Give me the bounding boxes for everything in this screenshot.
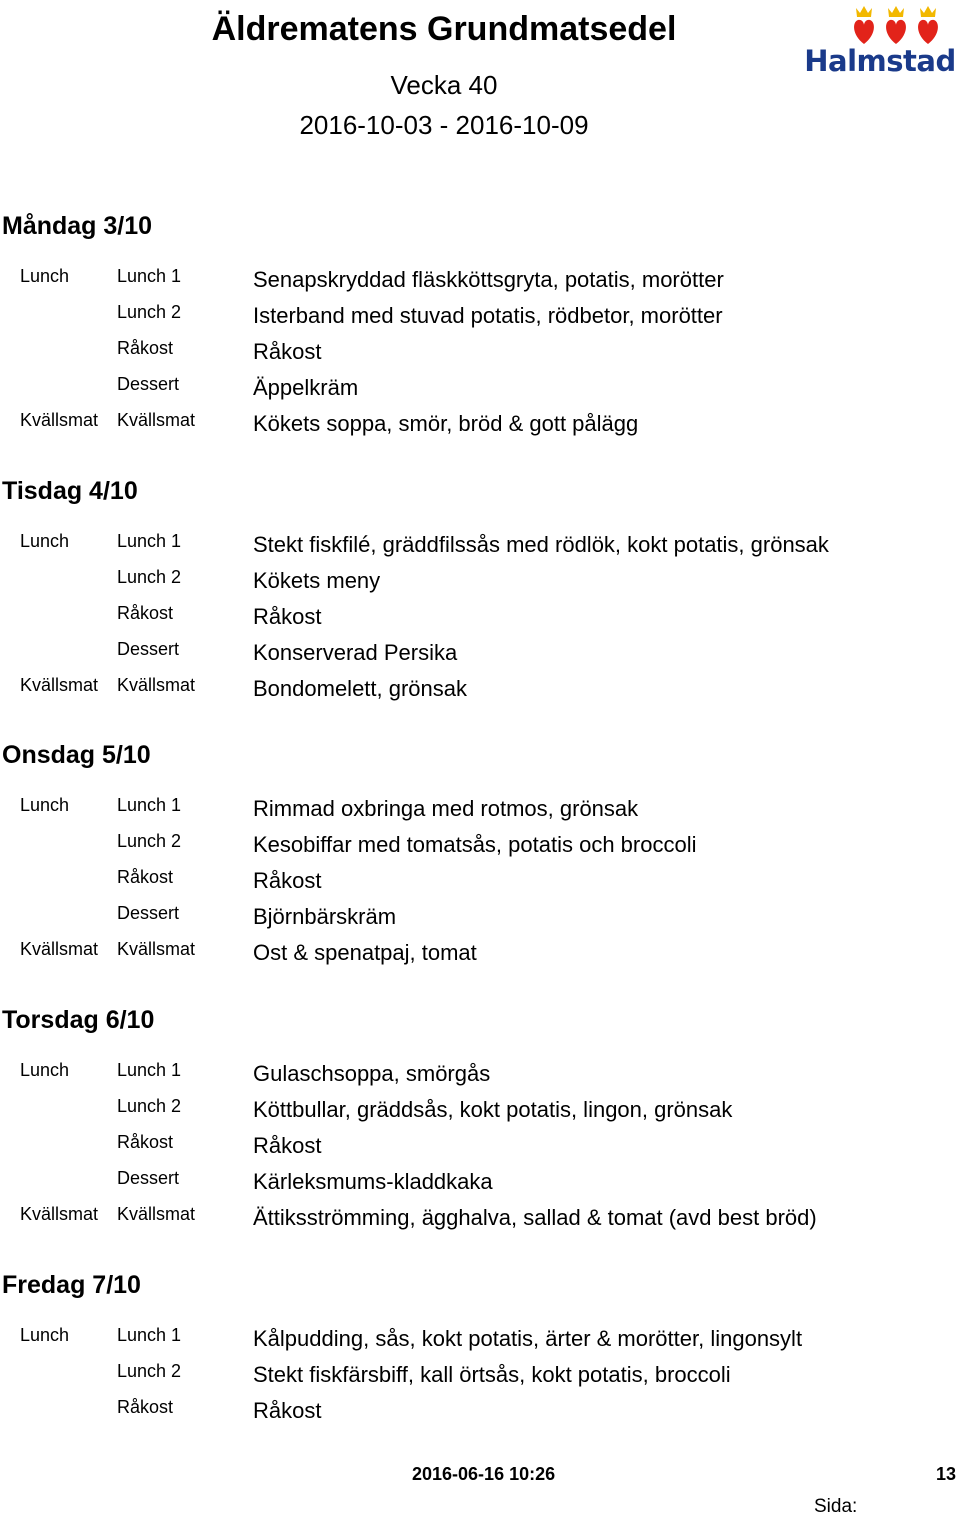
dish-text: Kökets soppa, smör, bröd & gott pålägg [253, 411, 639, 436]
menu-row [0, 675, 960, 711]
course-label: Råkost [117, 1132, 174, 1152]
day-title: Onsdag 5/10 [2, 741, 151, 769]
dish-text: Gulaschsoppa, smörgås [253, 1061, 491, 1086]
menu-row [0, 338, 960, 374]
crowns-hearts-icon [800, 4, 960, 48]
dish-text: Konserverad Persika [253, 640, 458, 665]
menu-row [0, 1361, 960, 1397]
menu-row [0, 567, 960, 603]
course-label: Dessert [117, 374, 180, 394]
dish-text: Kärleksmums-kladdkaka [253, 1169, 493, 1194]
course-label: Råkost [117, 867, 174, 887]
halmstad-logo [800, 4, 960, 78]
meal-label: Lunch [20, 795, 70, 815]
course-label: Dessert [117, 639, 180, 659]
course-label: Råkost [117, 1397, 174, 1417]
menu-row [0, 374, 960, 410]
course-label: Lunch 1 [117, 795, 182, 815]
day-title: Tisdag 4/10 [2, 477, 138, 505]
dish-text: Köttbullar, gräddsås, kokt potatis, lingon, grönsak [253, 1097, 733, 1122]
course-label: Lunch 2 [117, 567, 182, 587]
dish-text: Råkost [253, 339, 322, 364]
date-range: 2016-10-03 - 2016-10-09 [299, 110, 589, 140]
logo-text: Halmstad [804, 44, 956, 78]
dish-text: Råkost [253, 1133, 322, 1158]
menu-row [0, 603, 960, 639]
day-title: Fredag 7/10 [2, 1271, 141, 1299]
menu-row [0, 795, 960, 831]
course-label: Lunch 2 [117, 1361, 182, 1381]
week-label: Vecka 40 [390, 70, 498, 100]
menu-row [0, 1096, 960, 1132]
course-label: Kvällsmat [117, 1204, 196, 1224]
dish-text: Kökets meny [253, 568, 381, 593]
day-title: Torsdag 6/10 [2, 1006, 155, 1034]
menu-row [0, 266, 960, 302]
menu-row [0, 903, 960, 939]
dish-text: Isterband med stuvad potatis, rödbetor, morötter [253, 303, 723, 328]
course-label: Lunch 2 [117, 1096, 182, 1116]
course-label: Råkost [117, 338, 174, 358]
menu-row [0, 1168, 960, 1204]
course-label: Lunch 2 [117, 831, 182, 851]
dish-text: Senapskryddad fläskköttsgryta, potatis, morötter [253, 267, 724, 292]
meal-label: Kvällsmat [20, 410, 99, 430]
course-label: Dessert [117, 903, 180, 923]
meal-label: Lunch [20, 266, 70, 286]
printed-timestamp: 2016-06-16 10:26 [412, 1464, 556, 1484]
dish-text: Bondomelett, grönsak [253, 676, 468, 701]
meal-label: Lunch [20, 1325, 70, 1345]
menu-row [0, 639, 960, 675]
dish-text: Äppelkräm [253, 375, 359, 400]
menu-row [0, 939, 960, 975]
course-label: Lunch 1 [117, 1060, 182, 1080]
menu-row [0, 1325, 960, 1361]
course-label: Kvällsmat [117, 675, 196, 695]
meal-label: Kvällsmat [20, 1204, 99, 1224]
meal-label: Lunch [20, 531, 70, 551]
menu-row [0, 302, 960, 338]
menu-row [0, 531, 960, 567]
meal-label: Lunch [20, 1060, 70, 1080]
menu-row [0, 1060, 960, 1096]
dish-text: Rimmad oxbringa med rotmos, grönsak [253, 796, 639, 821]
meal-label: Kvällsmat [20, 675, 99, 695]
dish-text: Stekt fiskfilé, gräddfilssås med rödlök, kokt potatis, grönsak [253, 532, 829, 557]
menu-row [0, 1397, 960, 1433]
dish-text: Stekt fiskfärsbiff, kall örtsås, kokt potatis, broccoli [253, 1362, 731, 1387]
dish-text: Råkost [253, 604, 322, 629]
dish-text: Ättiksströmming, ägghalva, sallad & tomat (avd best bröd) [253, 1205, 817, 1230]
menu-row [0, 1132, 960, 1168]
dish-text: Råkost [253, 868, 322, 893]
dish-text: Ost & spenatpaj, tomat [253, 940, 477, 965]
dish-text: Kålpudding, sås, kokt potatis, ärter & morötter, lingonsylt [253, 1326, 803, 1351]
course-label: Råkost [117, 603, 174, 623]
page-title: Äldrematens Grundmatsedel [211, 10, 677, 48]
menu-row [0, 410, 960, 446]
day-title: Måndag 3/10 [2, 212, 153, 240]
course-label: Lunch 2 [117, 302, 182, 322]
menu-row [0, 1204, 960, 1240]
course-label: Lunch 1 [117, 266, 182, 286]
course-label: Kvällsmat [117, 410, 196, 430]
dish-text: Kesobiffar med tomatsås, potatis och broccoli [253, 832, 697, 857]
menu-row [0, 867, 960, 903]
menu-row [0, 831, 960, 867]
meal-label: Kvällsmat [20, 939, 99, 959]
course-label: Lunch 1 [117, 1325, 182, 1345]
page-number: 13 [935, 1464, 956, 1484]
dish-text: Råkost [253, 1398, 322, 1423]
course-label: Kvällsmat [117, 939, 196, 959]
page-label: Sida: [814, 1496, 858, 1517]
course-label: Dessert [117, 1168, 180, 1188]
course-label: Lunch 1 [117, 531, 182, 551]
dish-text: Björnbärskräm [253, 904, 397, 929]
